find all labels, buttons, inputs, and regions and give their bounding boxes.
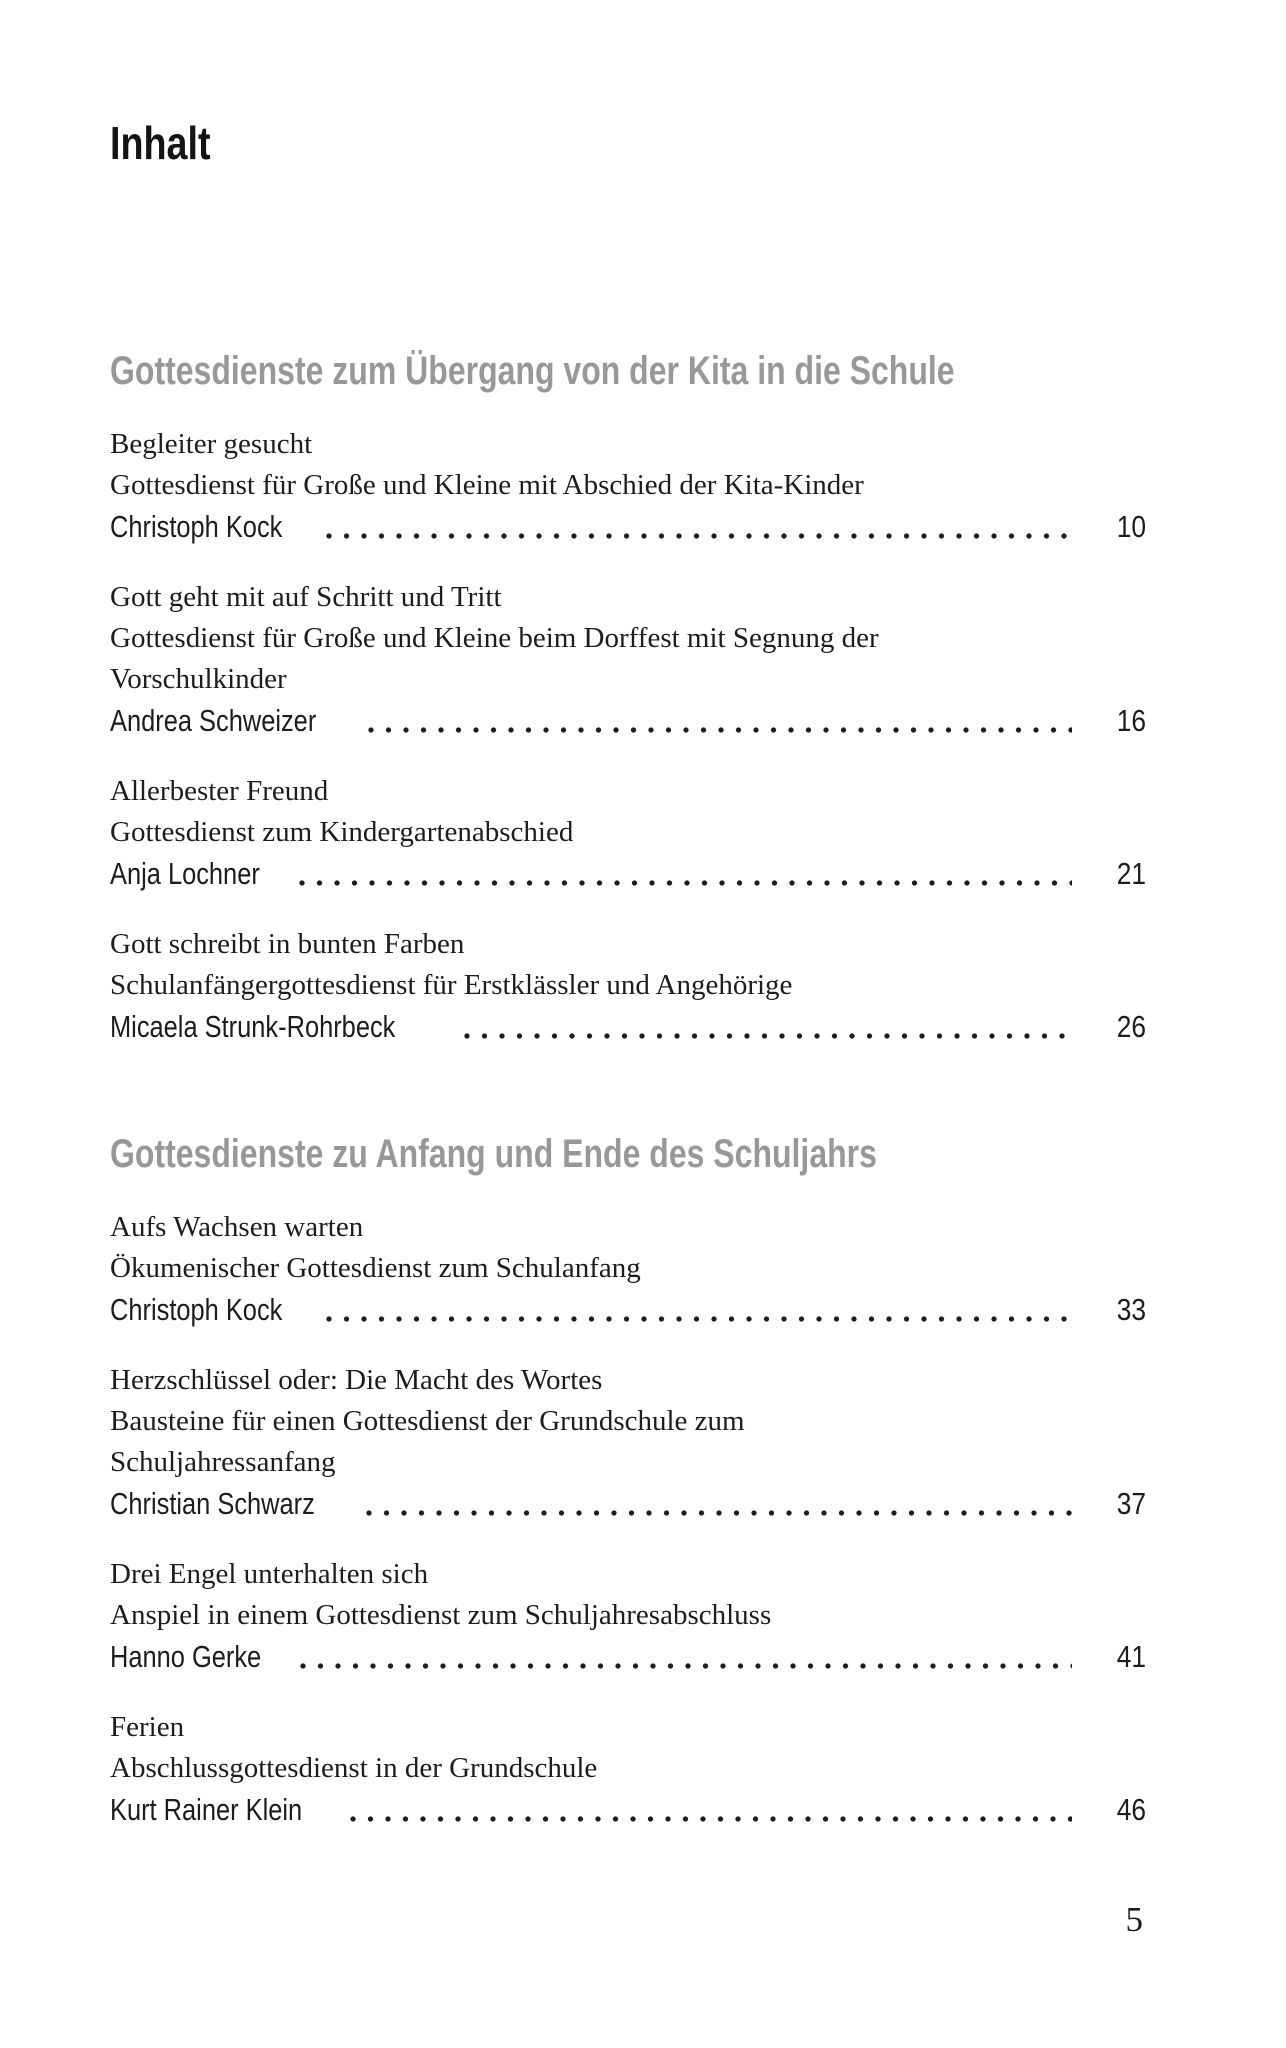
dot-leader: [299, 880, 1072, 886]
entry-author: Micaela Strunk-Rohrbeck: [110, 1009, 396, 1044]
dot-leader: [326, 1316, 1072, 1322]
entry-page-number: 46: [1116, 1792, 1146, 1827]
entry-title: Ferien: [110, 1711, 185, 1743]
entry-author-row: [110, 700, 1146, 741]
entry-author-row: [110, 1483, 1146, 1524]
section-heading: Gottesdienste zu Anfang und Ende des Schuljahrs: [110, 1132, 877, 1176]
section-heading: Gottesdienste zum Übergang von der Kita in die Schule: [110, 349, 955, 393]
entry-author: Christian Schwarz: [110, 1486, 315, 1521]
entry-subtitle: Gottesdienst für Große und Kleine beim Dorffest mit Segnung der Vorschulkinder: [110, 622, 879, 695]
toc-content: [110, 0, 1146, 1830]
entry-page-number: 16: [1116, 703, 1146, 738]
entry-page-number: 37: [1116, 1486, 1146, 1521]
entry-subtitle: Anspiel in einem Gottesdienst zum Schuljahresabschluss: [110, 1599, 772, 1631]
entry-title: Drei Engel unterhalten sich: [110, 1558, 429, 1590]
toc-entry: [110, 1554, 1146, 1677]
entry-subtitle: Gottesdienst für Große und Kleine mit Abschied der Kita-Kinder: [110, 469, 864, 501]
entry-author-row: [110, 1636, 1146, 1677]
toc-entry: [110, 771, 1146, 894]
entry-title: Herzschlüssel oder: Die Macht des Wortes: [110, 1364, 603, 1396]
toc-entry: [110, 924, 1146, 1047]
entry-author-row: [110, 1006, 1146, 1047]
entry-author: Anja Lochner: [110, 856, 260, 891]
toc-section-schuljahr: [110, 1131, 1146, 1830]
toc-entry: [110, 424, 1146, 547]
entry-author: Kurt Rainer Klein: [110, 1792, 303, 1827]
entry-author-row: [110, 853, 1146, 894]
entry-author: Andrea Schweizer: [110, 703, 317, 738]
entry-subtitle: Ökumenischer Gottesdienst zum Schulanfang: [110, 1252, 641, 1284]
toc-entry: [110, 577, 1146, 741]
entry-author-row: [110, 1289, 1146, 1330]
entry-page-number: 21: [1116, 856, 1146, 891]
dot-leader: [300, 1663, 1072, 1669]
entry-title: Begleiter gesucht: [110, 428, 313, 460]
entry-page-number: 26: [1116, 1009, 1146, 1044]
entry-author: Christoph Kock: [110, 509, 283, 544]
entry-title: Gott geht mit auf Schritt und Tritt: [110, 581, 502, 613]
entry-title: Aufs Wachsen warten: [110, 1211, 364, 1243]
entry-page-number: 10: [1116, 509, 1146, 544]
dot-leader: [326, 533, 1072, 539]
entry-subtitle: Schulanfängergottesdienst für Erstklässler und Angehörige: [110, 969, 793, 1001]
entry-author: Christoph Kock: [110, 1292, 283, 1327]
entry-title: Gott schreibt in bunten Farben: [110, 928, 465, 960]
entry-subtitle: Bausteine für einen Gottesdienst der Grundschule zum Schuljahressanfang: [110, 1405, 745, 1478]
toc-entry: [110, 1360, 1146, 1524]
dot-leader: [368, 727, 1072, 733]
dot-leader: [366, 1510, 1072, 1516]
toc-entry: [110, 1707, 1146, 1830]
entry-author-row: [110, 1789, 1146, 1830]
toc-section-kita-schule: [110, 348, 1146, 1047]
dot-leader: [350, 1816, 1072, 1822]
entry-page-number: 41: [1116, 1639, 1146, 1674]
entry-subtitle: Abschlussgottesdienst in der Grundschule: [110, 1752, 598, 1784]
page-number: 5: [1125, 1900, 1143, 1939]
entry-author: Hanno Gerke: [110, 1639, 262, 1674]
dot-leader: [464, 1033, 1072, 1039]
entry-author-row: [110, 506, 1146, 547]
entry-title: Allerbester Freund: [110, 775, 329, 807]
toc-entry: [110, 1207, 1146, 1330]
entry-subtitle: Gottesdienst zum Kindergartenabschied: [110, 816, 574, 848]
page-title: Inhalt: [110, 117, 211, 169]
entry-page-number: 33: [1116, 1292, 1146, 1327]
